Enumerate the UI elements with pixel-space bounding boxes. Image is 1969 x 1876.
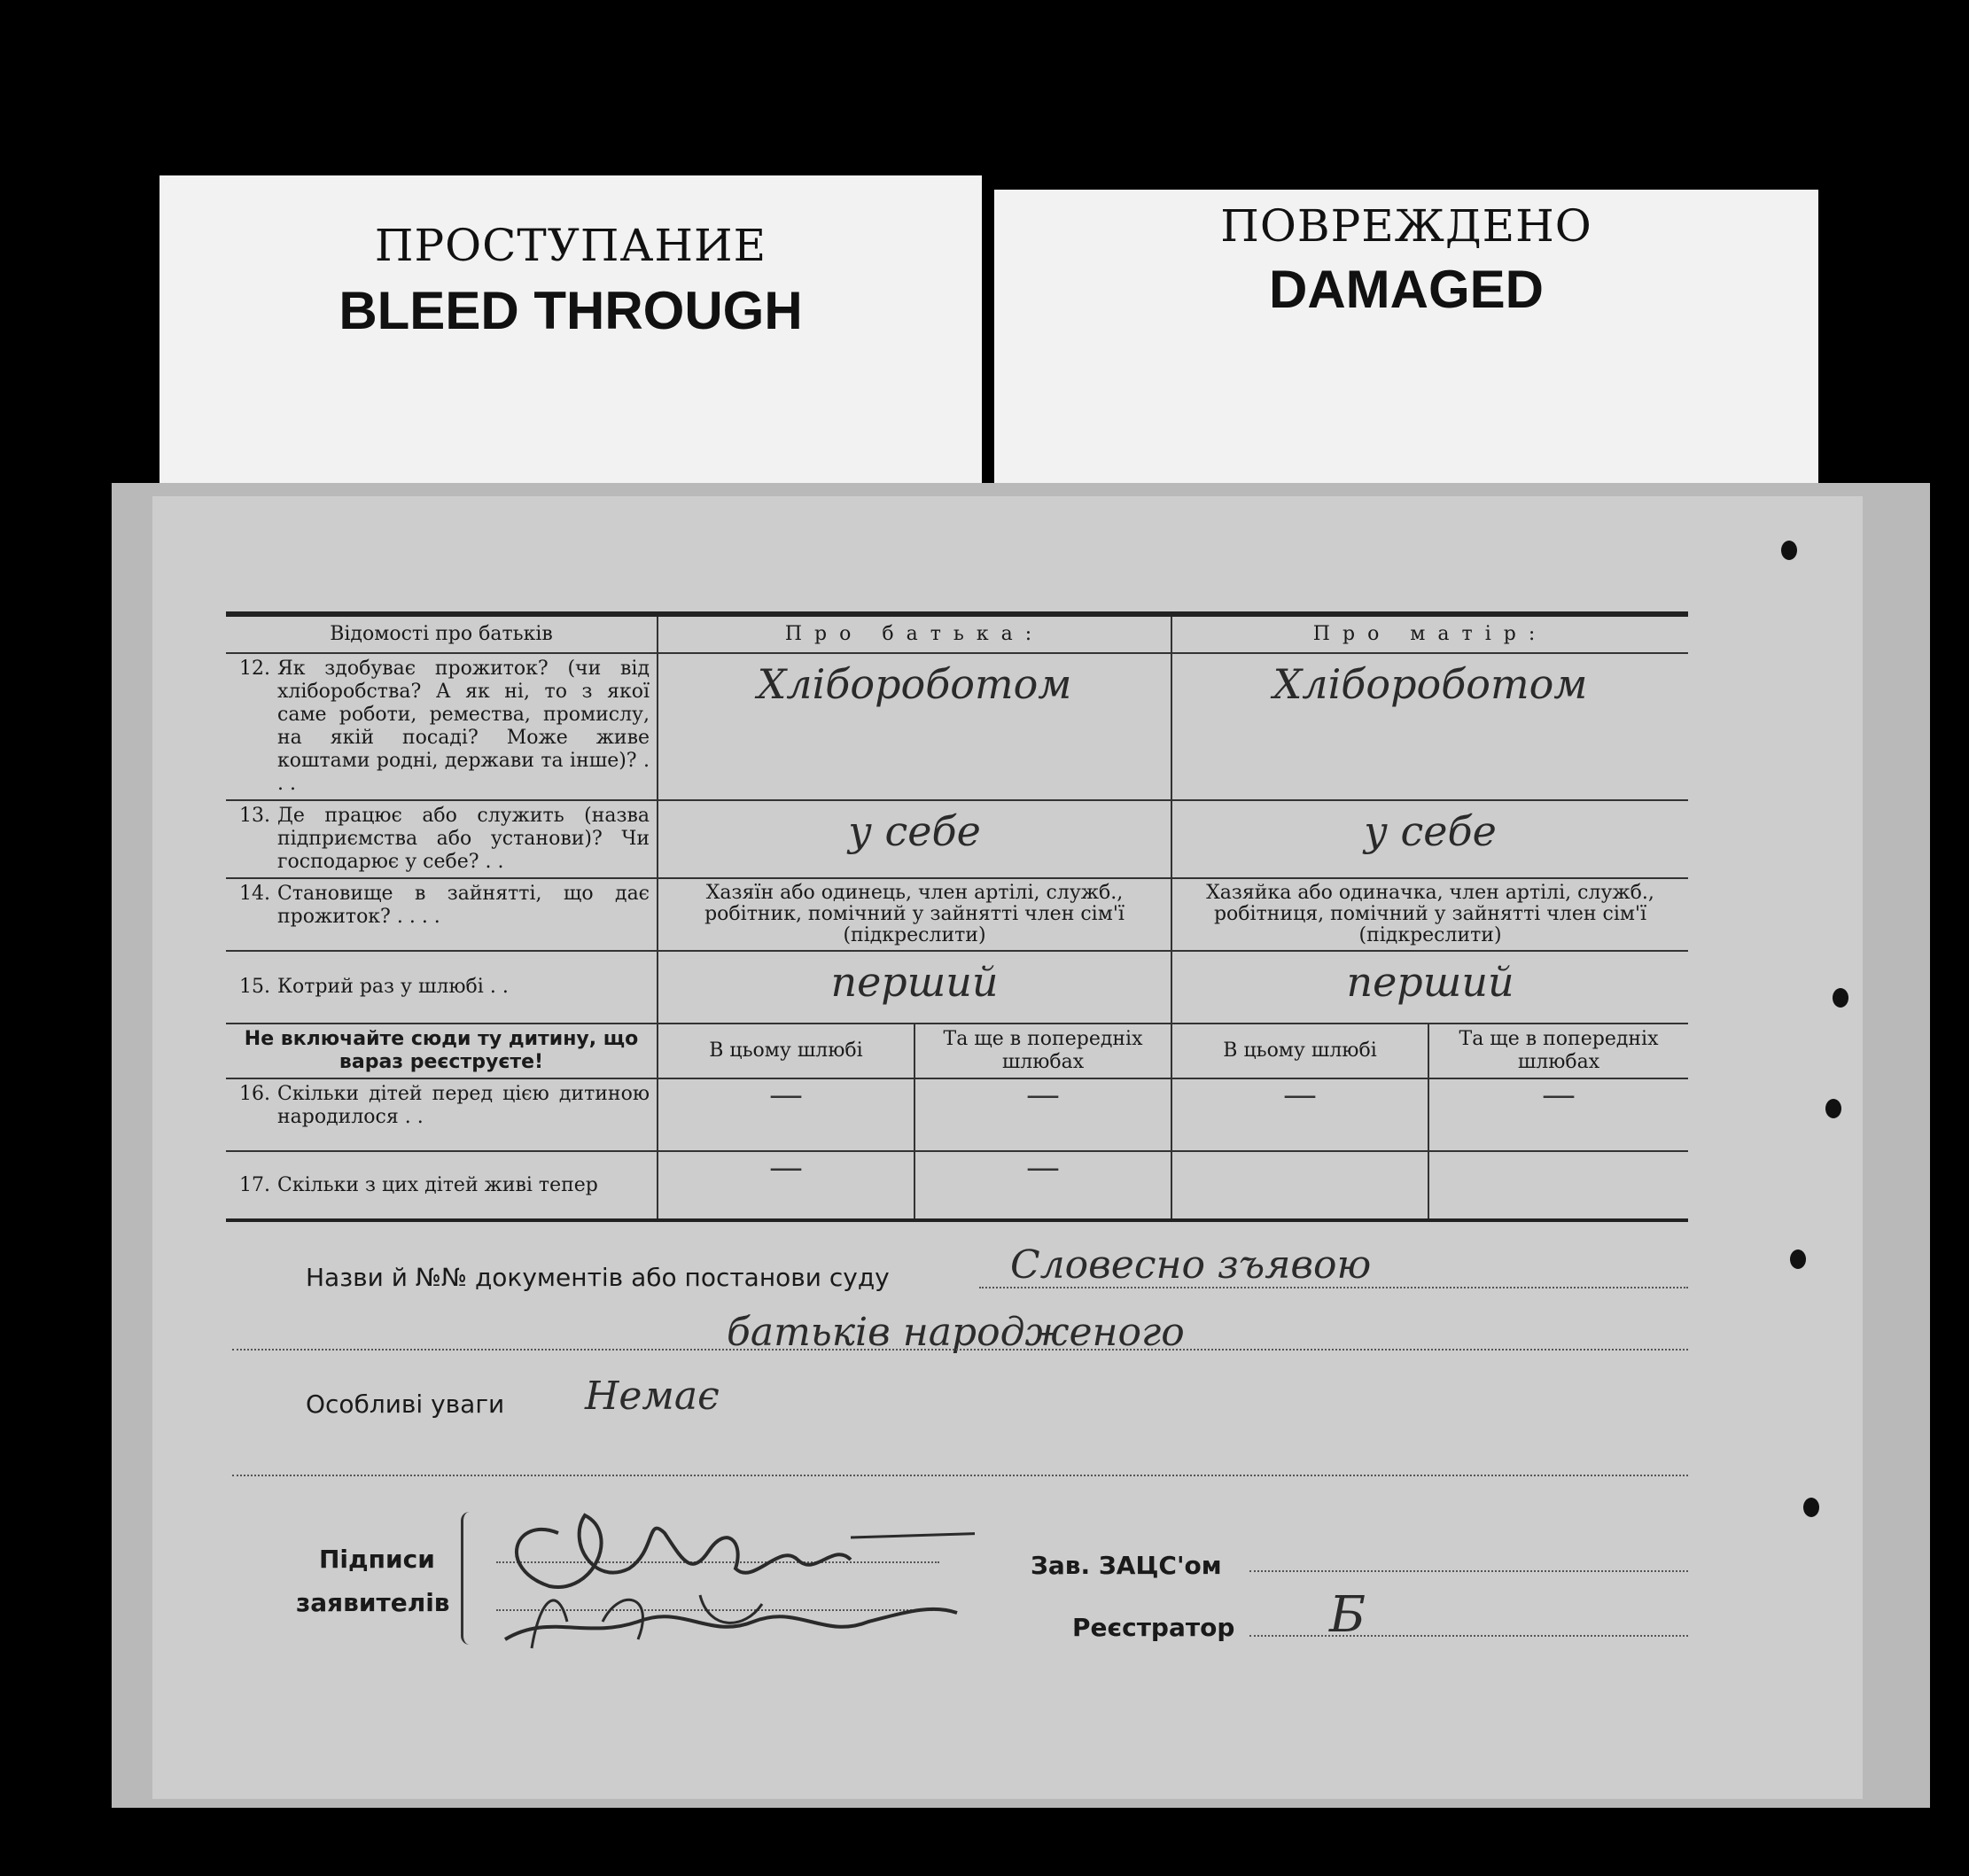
signatures-label-2: заявителів [296,1588,450,1617]
row-question-text: Як здобуває прожиток? (чи від хліборобства? А як ні, то з якої саме роботи, ремества, промислу, на якій посаді? Може живе коштами родні, держави та інше)? . . . [277,658,650,795]
mother-marriage-count: перший [1171,951,1688,1024]
row-question [226,653,658,800]
header-mother: Про матір: [1171,614,1688,653]
row-number: 15. [239,976,270,998]
mother-prev-marriages: Та ще в попередніх шлюбах [1428,1024,1688,1078]
damaged-card [994,190,1818,500]
table-row [226,1151,1688,1220]
row-question-text: Скільки з цих дітей живі тепер [277,1173,598,1196]
row-number: 17. [239,1173,270,1196]
children-alive-value [1171,1151,1428,1220]
row-number: 12. [239,658,270,680]
mother-this-marriage: В цьому шлюбі [1171,1024,1428,1078]
table-header-row [226,614,1688,653]
children-alive-value: — [658,1151,914,1220]
row-number: 16. [239,1083,270,1105]
table-row [226,951,1688,1024]
header-father: Про батька: [658,614,1171,653]
table-row [226,653,1688,800]
binding-hole [1803,1498,1819,1517]
bleed-through-en: BLEED THROUGH [339,281,803,340]
children-alive-value [1428,1151,1688,1220]
row-question-text: Скільки дітей перед цією дитиною народилося . . [277,1083,650,1128]
father-occupation: Хлібороботом [658,653,1171,800]
bleed-through-card [160,175,982,494]
documents-dotted-line [979,1287,1688,1288]
children-header-row [226,1024,1688,1078]
remarks-label: Особливі уваги [306,1389,505,1419]
mother-workplace: у себе [1171,800,1688,878]
table-row [226,1078,1688,1151]
father-this-marriage: В цьому шлюбі [658,1024,914,1078]
father-workplace: у себе [658,800,1171,878]
documents-value-line2: батьків народженого [727,1310,1185,1355]
father-prev-marriages: Та ще в попередніх шлюбах [914,1024,1171,1078]
table-row [226,800,1688,878]
binding-hole [1790,1249,1806,1269]
signatures-brace [461,1512,478,1645]
children-born-value: — [914,1078,1171,1151]
row-question [226,1078,658,1151]
children-alive-value: — [914,1151,1171,1220]
head-label: Зав. ЗАЦС'ом [1031,1551,1222,1580]
damaged-ru: ПОВРЕЖДЕНО [1220,200,1592,252]
registrar-label: Реєстратор [1072,1613,1235,1642]
remarks-value: Немає [585,1374,720,1419]
parents-info-table [226,611,1688,1222]
binding-hole [1825,1099,1841,1118]
registrar-signature: Б [1329,1586,1366,1644]
children-born-value: — [1171,1078,1428,1151]
row-question-text: Де працює або служить (назва підприємства або установи)? Чи господарює у себе? . . [277,805,650,873]
row-question-text: Становище в зайнятті, що дає прожиток? . . . . [277,883,650,928]
mother-employment-status: Хазяйка або одиначка, член артілі, служб., робітниця, помічний у зайнятті член сім'ї (підкреслити) [1171,878,1688,951]
head-signature-line [1249,1570,1688,1572]
children-note: Не включайте сюди ту дитину, що вараз реєструєте! [226,1024,658,1078]
row-question [226,800,658,878]
registrar-signature-line [1249,1635,1688,1637]
children-born-value: — [658,1078,914,1151]
mother-occupation: Хлібороботом [1171,653,1688,800]
signatures-label-1: Підписи [319,1545,435,1574]
binding-hole [1781,541,1797,560]
documents-value-line1: Словесно зъявою [1010,1242,1372,1288]
bleed-through-ru: ПРОСТУПАНИЕ [374,220,767,271]
header-parents-info: Відомості про батьків [226,614,658,653]
damaged-en: DAMAGED [1269,260,1544,319]
row-question-text: Котрий раз у шлюбі . . [277,976,509,998]
father-employment-status: Хазяїн або одинець, член артілі, служб., робітник, помічний у зайнятті член сім'ї (підкреслити) [658,878,1171,951]
father-marriage-count: перший [658,951,1171,1024]
row-number: 14. [239,883,270,905]
row-number: 13. [239,805,270,827]
applicant-signature [479,1462,975,1666]
row-question [226,878,658,951]
children-born-value: — [1428,1078,1688,1151]
documents-dotted-line-2 [232,1349,1688,1351]
row-question [226,951,658,1024]
documents-label: Назви й №№ документів або постанови суду [306,1263,890,1292]
row-question [226,1151,658,1220]
binding-hole [1833,988,1848,1008]
table-row [226,878,1688,951]
